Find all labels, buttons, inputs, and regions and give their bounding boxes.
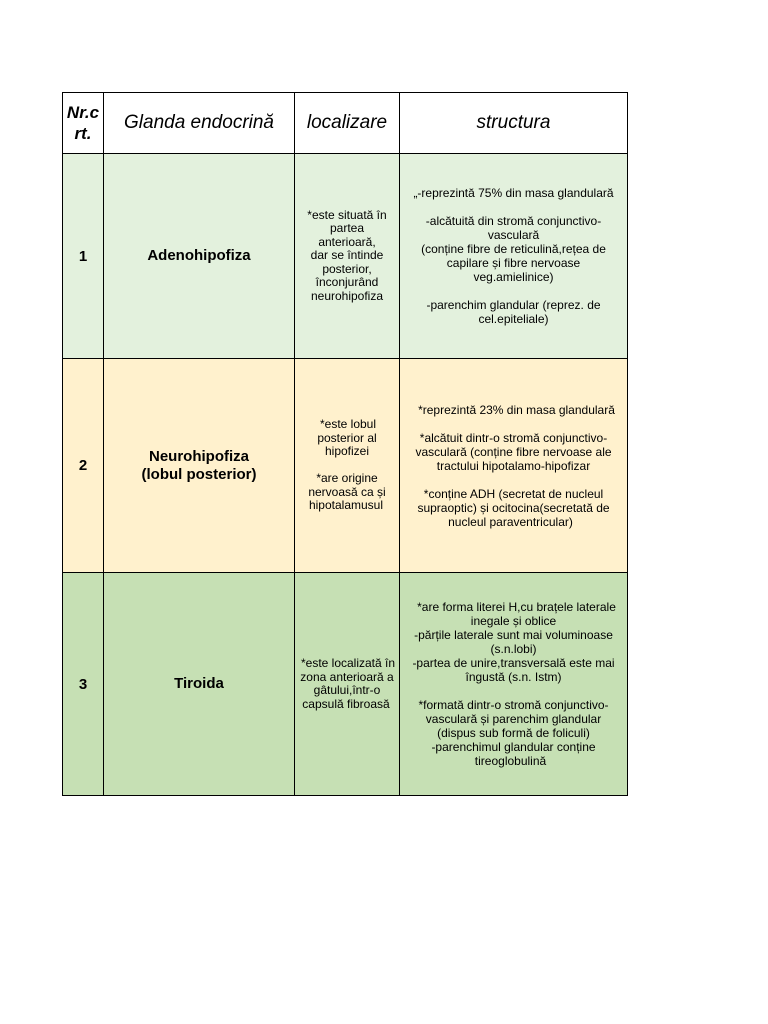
row-number: 2 <box>63 359 104 573</box>
row-number: 3 <box>63 573 104 796</box>
header-nr: Nr.c rt. <box>63 93 104 154</box>
header-row <box>63 93 628 154</box>
gland-location: *este situată în partea anterioară, dar se întinde posterior, înconjurând neurohipofiza <box>295 154 400 359</box>
gland-structure: „-reprezintă 75% din masa glandulară -alcătuită din stromă conjunctivo- vasculară (conține fibre de reticulină,rețea de capilare și fibre nervoase veg.amielinice) -parenchim glandular (reprez. de cel.epiteliale) <box>400 154 628 359</box>
gland-name: Adenohipofiza <box>104 154 295 359</box>
table-row <box>63 154 628 359</box>
table-row <box>63 573 628 796</box>
endocrine-glands-table <box>62 92 628 796</box>
header-structura: structura <box>400 93 628 154</box>
gland-structure: *are forma literei H,cu brațele laterale inegale și oblice -părțile laterale sunt mai voluminoase (s.n.lobi) -partea de unire,transversală este mai îngustă (s.n. Istm) *formată dintr-o stromă conjunctivo- vasculară și parenchim glandular (dispus sub formă de foliculi) -parenchimul glandular conține tireoglobulină <box>400 573 628 796</box>
header-glanda: Glanda endocrină <box>104 93 295 154</box>
gland-name: Tiroida <box>104 573 295 796</box>
table-row <box>63 359 628 573</box>
row-number: 1 <box>63 154 104 359</box>
gland-location: *este lobul posterior al hipofizei *are origine nervoasă ca și hipotalamusul <box>295 359 400 573</box>
header-localizare: localizare <box>295 93 400 154</box>
gland-name: Neurohipofiza (lobul posterior) <box>104 359 295 573</box>
gland-location: *este localizată în zona anterioară a gâtului,într-o capsulă fibroasă <box>295 573 400 796</box>
gland-structure: *reprezintă 23% din masa glandulară *alcătuit dintr-o stromă conjunctivo- vasculară (conține fibre nervoase ale tractului hipotalamo-hipofizar *conține ADH (secretat de nucleul supraoptic) și ocitocina(secretată de nucleul paraventricular) <box>400 359 628 573</box>
